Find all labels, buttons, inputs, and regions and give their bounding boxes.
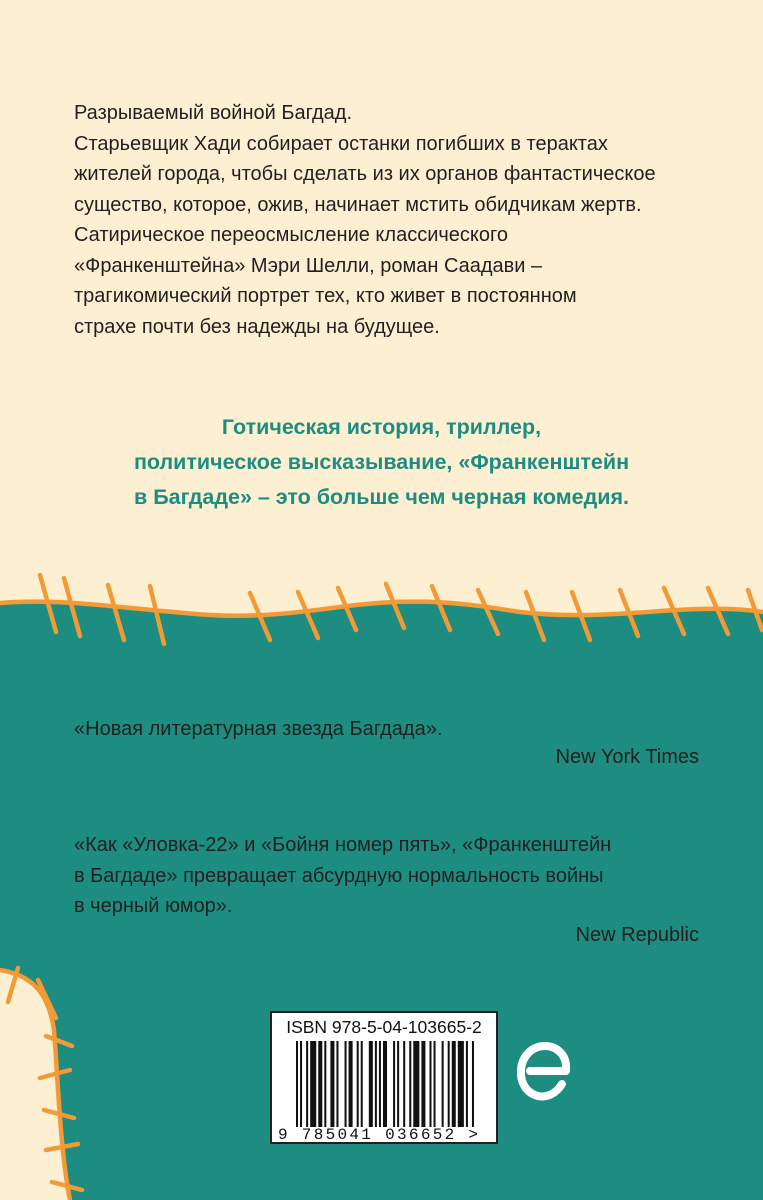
barcode-bar	[413, 1041, 419, 1127]
isbn-barcode	[270, 1011, 498, 1144]
review-source-new-republic: New Republic	[575, 924, 699, 946]
description-line: жителей города, чтобы сделать из их органов фантастическое	[74, 163, 656, 185]
book-description	[74, 98, 714, 342]
quote-line: в черный юмор».	[74, 895, 233, 917]
barcode-bar	[429, 1041, 431, 1127]
review-source-nyt: New York Times	[555, 746, 699, 768]
barcode-bar	[318, 1041, 322, 1127]
quote-line: «Новая литературная звезда Багдада».	[74, 718, 443, 740]
barcode-bar	[369, 1041, 373, 1127]
barcode-bar	[361, 1041, 363, 1127]
description-line: Сатирическое переосмысление классического	[74, 224, 508, 246]
quote-line: в Багдаде» превращает абсурдную нормальность войны	[74, 864, 604, 887]
barcode-bar	[442, 1041, 444, 1127]
description-line: «Франкенштейна» Мэри Шелли, роман Саадави –	[74, 254, 543, 277]
review-quote-new-republic	[74, 830, 714, 922]
barcode-bar	[466, 1041, 468, 1127]
description-line: Разрываемый войной Багдад.	[74, 102, 352, 124]
barcode-bar	[357, 1041, 359, 1127]
quote-line: «Как «Уловка-22» и «Бойня номер пять», «Франкенштейн	[74, 834, 612, 856]
eksmo-e-logo-icon	[514, 1034, 574, 1102]
tagline-line: в Багдаде» – это больше чем черная комедия.	[134, 485, 629, 509]
barcode-bar	[397, 1041, 399, 1127]
barcode-digits: 9 785041 036652 >	[278, 1126, 481, 1144]
barcode-bar	[403, 1041, 405, 1127]
description-line: страхе почти без надежды на будущее.	[74, 315, 440, 338]
review-quote-nyt	[74, 714, 714, 745]
barcode-bar	[306, 1041, 308, 1127]
description-line: существо, которое, ожив, начинает мстить обидчикам жертв.	[74, 193, 642, 216]
barcode-bar	[434, 1041, 436, 1127]
barcode-bar	[393, 1041, 395, 1127]
isbn-number: ISBN 978-5-04-103665-2	[286, 1017, 482, 1037]
tagline	[0, 410, 763, 515]
description-line: Старьевщик Хади собирает останки погибших в терактах	[74, 132, 608, 155]
barcode-bar	[345, 1041, 347, 1127]
barcode-bar	[383, 1041, 387, 1127]
barcode-bar	[336, 1041, 338, 1127]
barcode-bar	[421, 1041, 425, 1127]
description-line: трагикомический портрет тех, кто живет в постоянном	[74, 285, 577, 307]
barcode-bar	[448, 1041, 450, 1127]
barcode-bar	[379, 1041, 381, 1127]
barcode-bar	[296, 1041, 298, 1127]
barcode-bar	[375, 1041, 377, 1127]
tagline-line: политическое высказывание, «Франкенштейн	[133, 450, 630, 474]
barcode-bar	[324, 1041, 326, 1127]
barcode-bar	[330, 1041, 334, 1127]
barcode-bar	[409, 1041, 411, 1127]
tagline-line: Готическая история, триллер,	[221, 415, 542, 439]
barcode-bar	[458, 1041, 464, 1127]
barcode-bars	[296, 1041, 476, 1127]
barcode-bar	[452, 1041, 456, 1127]
barcode-bar	[349, 1041, 353, 1127]
barcode-bar	[310, 1041, 316, 1127]
barcode-bar	[472, 1041, 474, 1127]
barcode-bar	[300, 1041, 302, 1127]
